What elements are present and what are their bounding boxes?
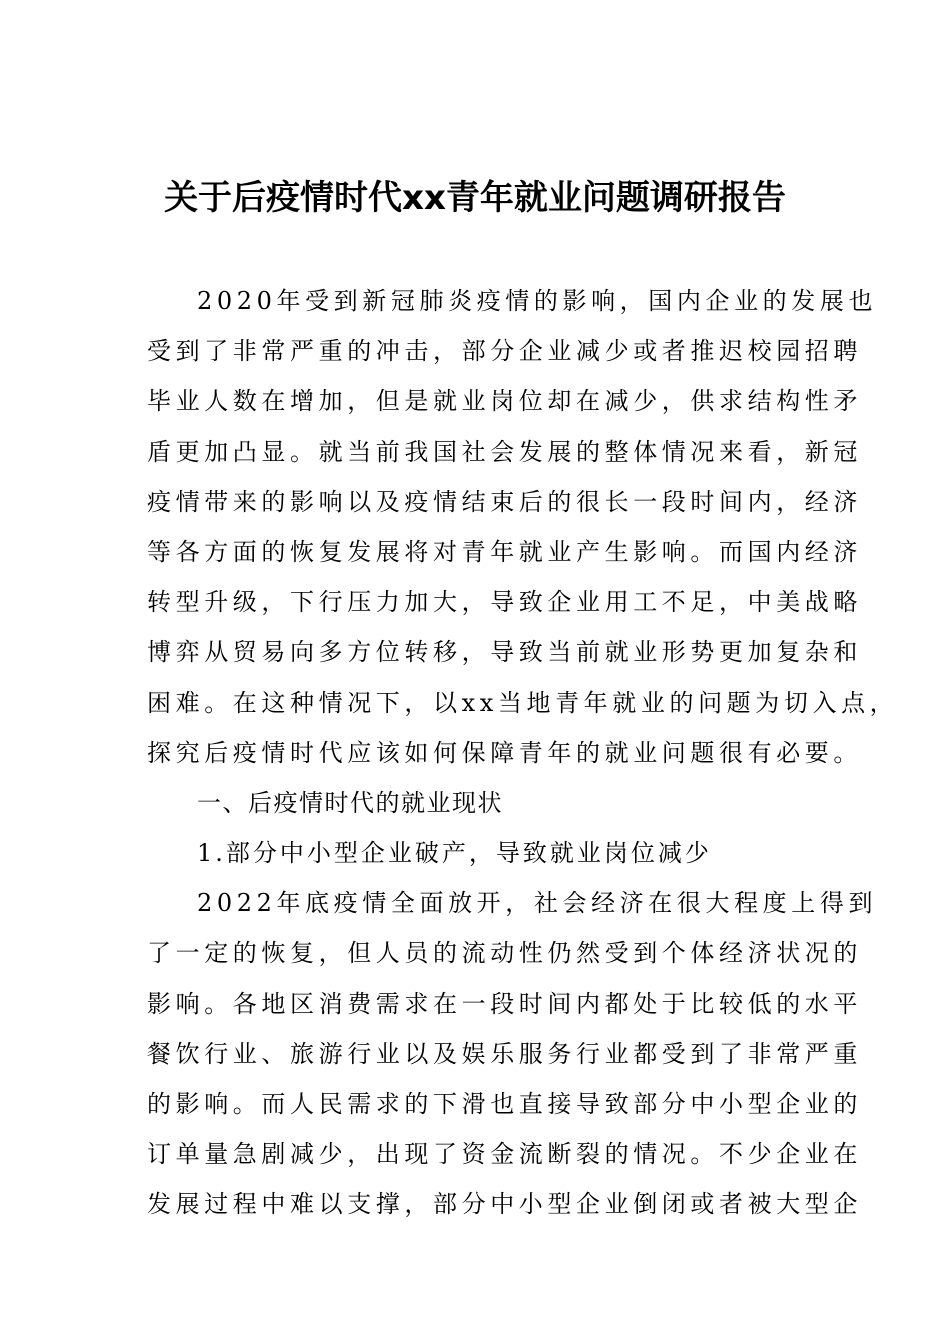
paragraph-line: 了一定的恢复，但人员的流动性仍然受到个体经济状况的 <box>147 939 862 968</box>
paragraph-line: 影响。各地区消费需求在一段时间内都处于比较低的水平 <box>147 989 862 1018</box>
paragraph-line: 发展过程中难以支撑，部分中小型企业倒闭或者被大型企 <box>147 1190 862 1219</box>
document-title: 关于后疫情时代xx青年就业问题调研报告 <box>164 178 786 218</box>
section-heading: 一、后疫情时代的就业现状 <box>197 788 503 817</box>
paragraph-line: 疫情带来的影响以及疫情结束后的很长一段时间内，经济 <box>147 487 862 516</box>
paragraph-line: 博弈从贸易向多方位转移，导致当前就业形势更加复杂和 <box>147 638 862 667</box>
paragraph-line: 盾更加凸显。就当前我国社会发展的整体情况来看，新冠 <box>147 437 862 466</box>
paragraph-line: 的影响。而人民需求的下滑也直接导致部分中小型企业的 <box>147 1090 862 1118</box>
paragraph-line: 等各方面的恢复发展将对青年就业产生影响。而国内经济 <box>147 537 862 566</box>
subsection-heading: 1.部分中小型企业破产，导致就业岗位减少 <box>197 839 712 868</box>
paragraph-line: 受到了非常严重的冲击，部分企业减少或者推迟校园招聘 <box>147 337 862 366</box>
paragraph-line: 订单量急剧减少，出现了资金流断裂的情况。不少企业在 <box>147 1140 862 1169</box>
document-body <box>147 276 899 1230</box>
paragraph-line: 2020年受到新冠肺炎疫情的影响，国内企业的发展也 <box>197 287 878 315</box>
paragraph-line: 探究后疫情时代应该如何保障青年的就业问题很有必要。 <box>147 738 862 767</box>
paragraph-line: 转型升级，下行压力加大，导致企业用工不足，中美战略 <box>147 588 862 617</box>
paragraph-line: 餐饮行业、旅游行业以及娱乐服务行业都受到了非常严重 <box>147 1039 862 1068</box>
paragraph-line: 2022年底疫情全面放开，社会经济在很大程度上得到 <box>197 889 878 918</box>
paragraph-line: 困难。在这种情况下，以xx当地青年就业的问题为切入点， <box>147 688 899 717</box>
paragraph-line: 毕业人数在增加，但是就业岗位却在减少，供求结构性矛 <box>147 387 862 416</box>
